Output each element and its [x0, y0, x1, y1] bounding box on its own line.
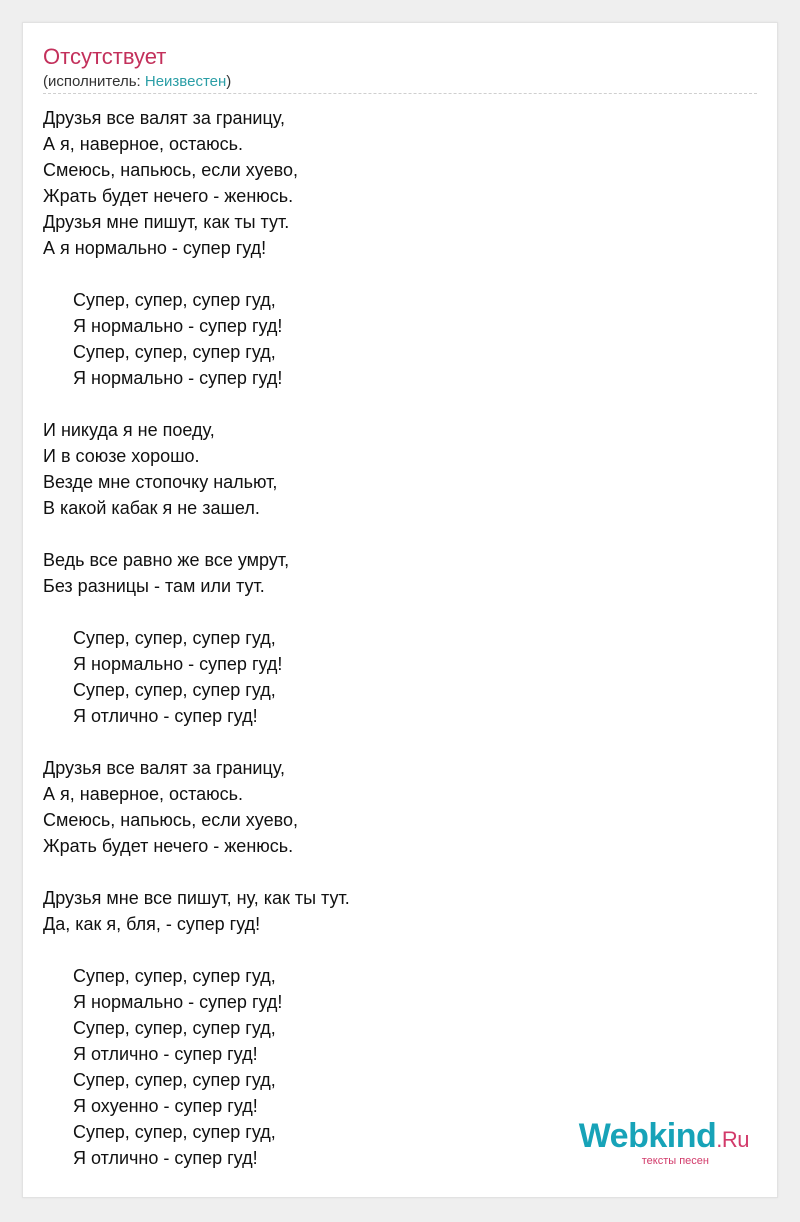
lyric-line: Друзья мне все пишут, ну, как ты тут. [43, 888, 350, 908]
lyrics-card [22, 22, 778, 1198]
artist-line [43, 73, 231, 91]
lyric-line: И в союзе хорошо. [43, 446, 200, 466]
lyric-line: А я нормально - супер гуд! [43, 238, 267, 258]
site-logo-tld: .Ru [716, 1127, 749, 1152]
lyric-line: И никуда я не поеду, [43, 420, 215, 440]
lyric-line: Я нормально - супер гуд! [73, 654, 283, 674]
lyric-line: Жрать будет нечего - женюсь. [43, 836, 294, 856]
site-logo-main: Webkind [578, 1117, 717, 1155]
lyric-line: Супер, супер, супер гуд, [73, 628, 276, 648]
title-divider [43, 93, 757, 94]
lyric-line: Супер, супер, супер гуд, [73, 1070, 276, 1090]
site-logo [579, 1119, 749, 1157]
lyric-line: Супер, супер, супер гуд, [73, 1122, 276, 1142]
lyric-line: Жрать будет нечего - женюсь. [43, 186, 294, 206]
lyric-line: Я отлично - супер гуд! [73, 1044, 258, 1064]
lyric-line: Супер, супер, супер гуд, [73, 680, 276, 700]
lyric-line: Я нормально - супер гуд! [73, 992, 283, 1012]
lyric-line: Везде мне стопочку нальют, [43, 472, 278, 492]
lyric-line: Смеюсь, напьюсь, если хуево, [43, 810, 298, 830]
site-logo-subtitle: тексты песен [641, 1155, 709, 1167]
stanza-break [43, 391, 743, 417]
stanza-break [43, 521, 743, 547]
song-title: Отсутствует [43, 44, 167, 69]
lyric-line: А я, наверное, остаюсь. [43, 134, 243, 154]
artist-prefix: (исполнитель: [43, 73, 145, 90]
stanza-break [43, 859, 743, 885]
artist-link[interactable]: Неизвестен [144, 73, 227, 90]
lyric-line: Я отлично - супер гуд! [73, 1148, 258, 1168]
lyric-line: Супер, супер, супер гуд, [73, 966, 276, 986]
site-watermark [579, 1119, 749, 1167]
lyric-line: Да, как я, бля, - супер гуд! [43, 914, 261, 934]
lyric-line: Супер, супер, супер гуд, [73, 342, 276, 362]
lyric-line: Без разницы - там или тут. [43, 576, 265, 596]
stanza-break [43, 729, 743, 755]
lyric-line: Супер, супер, супер гуд, [73, 290, 276, 310]
lyric-line: Друзья все валят за границу, [43, 758, 285, 778]
lyric-line: Друзья все валят за границу, [43, 108, 285, 128]
lyric-line: Я нормально - супер гуд! [73, 368, 283, 388]
lyric-line: Я охуенно - супер гуд! [73, 1096, 258, 1116]
lyrics-body [43, 105, 743, 1171]
stanza-break [43, 937, 743, 963]
lyric-line: А я, наверное, остаюсь. [43, 784, 243, 804]
lyric-line: Друзья мне пишут, как ты тут. [43, 212, 290, 232]
lyric-line: Смеюсь, напьюсь, если хуево, [43, 160, 298, 180]
artist-suffix: ) [226, 73, 232, 90]
lyric-line: В какой кабак я не зашел. [43, 498, 260, 518]
stanza-break [43, 599, 743, 625]
lyric-line: Ведь все равно же все умрут, [43, 550, 290, 570]
lyric-line: Супер, супер, супер гуд, [73, 1018, 276, 1038]
stanza-break [43, 261, 743, 287]
lyric-line: Я отлично - супер гуд! [73, 706, 258, 726]
lyric-line: Я нормально - супер гуд! [73, 316, 283, 336]
